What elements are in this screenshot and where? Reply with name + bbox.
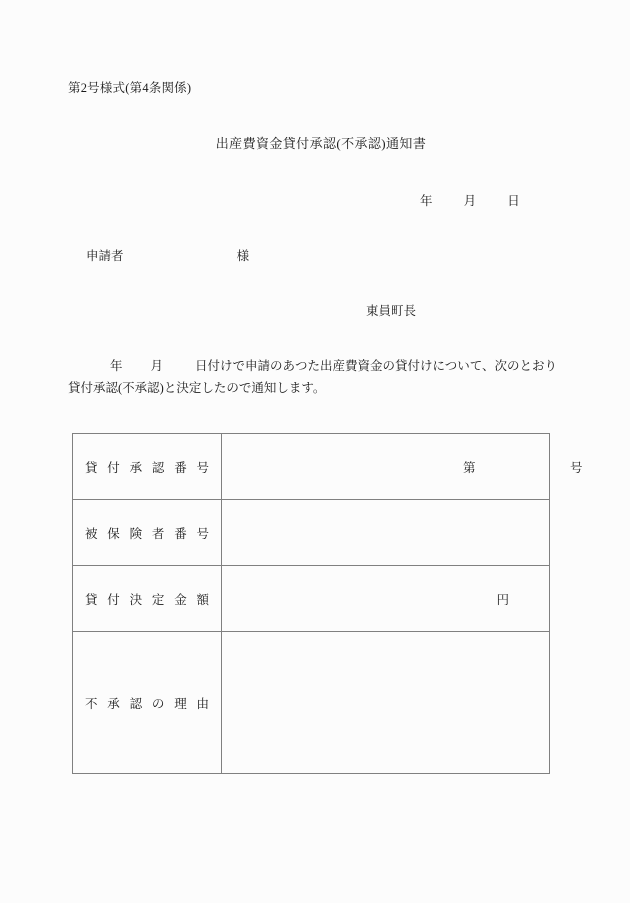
body-line-1-rest: 日付けで申請のあつた出産費資金の貸付けについて、次のとおり貸付 bbox=[68, 359, 558, 395]
applicant-line bbox=[86, 246, 249, 264]
table-row bbox=[73, 500, 550, 566]
label-text: 貸付決定金額 bbox=[85, 592, 209, 607]
currency-unit-label: 円 bbox=[496, 592, 509, 607]
table-row bbox=[73, 434, 550, 500]
row-value-disapproval-reason[interactable] bbox=[222, 632, 550, 774]
row-label-loan-approval-number bbox=[73, 434, 222, 500]
applicant-label: 申請者 bbox=[86, 249, 124, 263]
body-date-month: 月 bbox=[150, 359, 164, 373]
label-text: 被保険者番号 bbox=[85, 526, 209, 541]
label-text: 不承認の理由 bbox=[85, 696, 209, 711]
date-day-label: 日 bbox=[507, 194, 520, 208]
body-paragraph bbox=[68, 355, 560, 399]
body-line-2: 承認(不承認)と決定したので通知します。 bbox=[93, 381, 326, 395]
date-year-label: 年 bbox=[420, 194, 433, 208]
table-row bbox=[73, 632, 550, 774]
row-label-loan-decision-amount bbox=[73, 566, 222, 632]
row-value-loan-approval-number[interactable] bbox=[222, 434, 583, 500]
applicant-honorific: 様 bbox=[236, 249, 250, 263]
body-date-year: 年 bbox=[110, 359, 123, 373]
document-title: 出産費資金貸付承認(不承認)通知書 bbox=[215, 136, 427, 151]
table-row bbox=[73, 566, 550, 632]
number-suffix-label: 号 bbox=[570, 460, 583, 475]
row-value-insured-person-number[interactable] bbox=[222, 500, 550, 566]
form-number: 第2号様式(第4条関係) bbox=[68, 81, 192, 95]
row-label-disapproval-reason bbox=[73, 632, 222, 774]
label-text: 貸付承認番号 bbox=[85, 460, 209, 475]
date-line bbox=[420, 191, 520, 209]
number-prefix-label: 第 bbox=[463, 460, 476, 475]
date-month-label: 月 bbox=[463, 194, 477, 208]
row-value-loan-decision-amount[interactable] bbox=[222, 566, 550, 632]
row-label-insured-person-number bbox=[73, 500, 222, 566]
issuer-name: 東員町長 bbox=[366, 304, 417, 318]
notification-table bbox=[72, 433, 583, 774]
